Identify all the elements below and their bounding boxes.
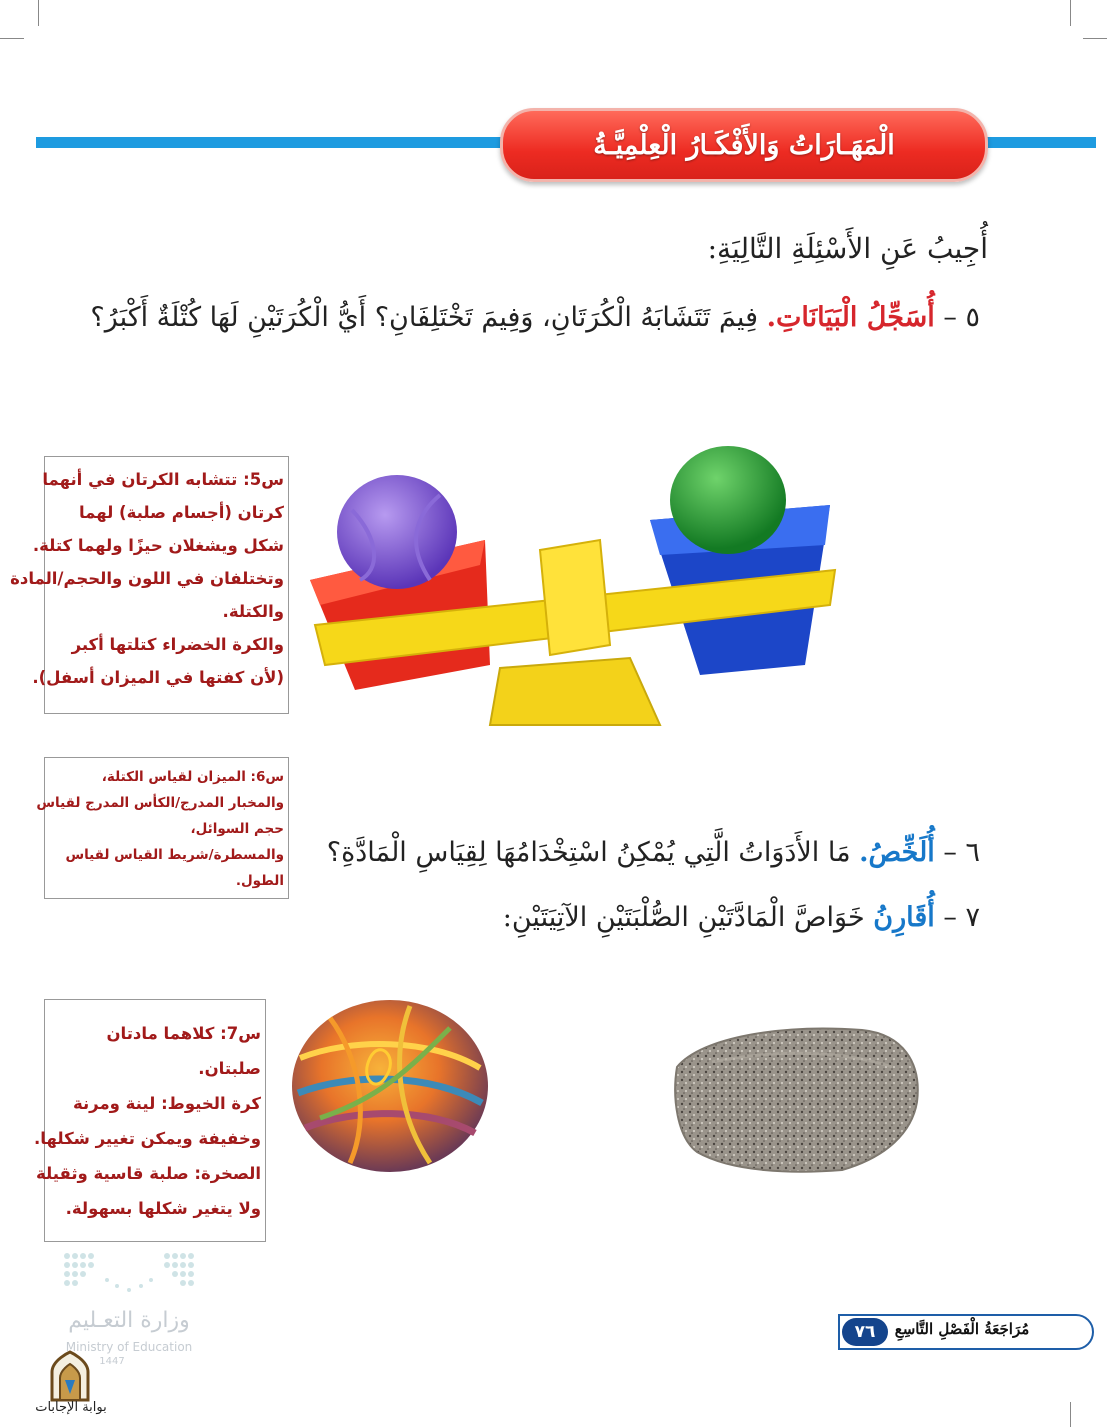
- answer-7-text: كلاهما مادتان: [106, 1024, 215, 1043]
- answer-line: الطول.: [235, 873, 284, 889]
- q5-number: ٥ –: [943, 302, 980, 333]
- question-7: [480, 902, 980, 933]
- crop-mark: [1070, 1402, 1071, 1427]
- mosque-logo-icon: [48, 1350, 92, 1402]
- q5-text: فِيمَ تَتَشَابَهُ الْكُرَتَانِ، وَفِيمَ تَخْتَلِفَانِ؟ أَيُّ الْكُرَتَيْنِ لَهَا كُتْلَةٌ أَكْبَرُ؟: [90, 302, 758, 333]
- site-watermark-text: بوابة الإجابات: [35, 1400, 107, 1415]
- answer-line: كرة الخيوط: لينة ومرنة: [72, 1094, 261, 1113]
- crop-mark: [38, 0, 39, 26]
- balance-scale-image: [300, 440, 845, 730]
- answer-line: وخفيفة ويمكن تغيير شكلها.: [34, 1129, 261, 1148]
- answer-line: والمخبار المدرج/الكأس المدرج لقياس: [36, 795, 284, 811]
- question-5: [90, 302, 980, 333]
- answer-line: والكتلة.: [222, 602, 284, 621]
- crop-mark: [1070, 0, 1071, 26]
- footer-chapter-title: مُرَاجَعَةُ الْفَصْلِ التَّاسِعِ: [894, 1320, 1030, 1338]
- crop-mark: [0, 38, 24, 39]
- answer-line: والمسطرة/شريط القياس لقياس: [65, 847, 284, 863]
- q7-text: خَوَاصَّ الْمَادَّتَيْنِ الصُّلْبَتَيْنِ الآتِيَتَيْنِ:: [502, 902, 865, 933]
- q5-keyword: أُسَجِّلُ الْبَيَانَاتِ.: [766, 302, 935, 333]
- page-number: ٧٦: [842, 1318, 888, 1346]
- answer-6-label: س6:: [250, 769, 284, 785]
- rock-image: [672, 1022, 924, 1176]
- answer-7-label: س7:: [220, 1024, 261, 1043]
- ministry-year: 1447: [99, 1356, 125, 1367]
- answer-line: شكل ويشغلان حيزًا ولهما كتلة.: [32, 536, 284, 555]
- answer-line: والكرة الخضراء كتلتها أكبر: [71, 635, 284, 654]
- answer-line: [42, 463, 284, 496]
- yarn-ball-image: [290, 998, 490, 1176]
- answer-7-box: [34, 999, 266, 1242]
- question-6: [326, 837, 980, 868]
- answer-line: صلبتان.: [198, 1059, 261, 1078]
- ministry-name-arabic: وزارة التعـليم: [68, 1308, 190, 1333]
- q7-keyword: أُقَارِنُ: [873, 902, 935, 933]
- answer-line: كرتان (أجسام صلبة) لهما: [78, 503, 284, 522]
- answer-line: الصخرة: صلبة قاسية وثقيلة: [35, 1164, 261, 1183]
- q6-text: مَا الأَدَوَاتُ الَّتِي يُمْكِنُ اسْتِخْدَامُهَا لِقِيَاسِ الْمَادَّةِ؟: [326, 837, 851, 868]
- section-banner: [500, 108, 988, 182]
- q6-keyword: أُلَخِّصُ.: [859, 837, 935, 868]
- crop-mark: [1083, 38, 1107, 39]
- section-title: الْمَهَـارَاتُ وَالأَفْكَـارُ الْعِلْمِيَّـةُ: [593, 129, 895, 161]
- ministry-logo-icon: [62, 1250, 196, 1298]
- answer-line: [49, 1016, 261, 1051]
- q7-number: ٧ –: [943, 902, 980, 933]
- answer-5-box: [10, 456, 289, 714]
- ministry-name-english: Ministry of Education: [65, 1340, 193, 1354]
- answer-line: (لأن كفتها في الميزان أسفل).: [32, 668, 284, 687]
- answer-6-box: [36, 757, 289, 899]
- answer-line: حجم السوائل،: [190, 821, 284, 837]
- answer-line: وتختلفان في اللون والحجم/المادة: [10, 569, 284, 588]
- answer-5-label: س5:: [243, 470, 284, 489]
- answer-5-text: تتشابه الكرتان في أنهما: [42, 470, 238, 489]
- answer-line: [49, 764, 284, 790]
- instruction-text: أُجِيبُ عَنِ الأَسْئِلَةِ التَّالِيَةِ:: [707, 232, 988, 265]
- answer-6-text: الميزان لقياس الكتلة،: [101, 769, 246, 785]
- q6-number: ٦ –: [943, 837, 980, 868]
- answer-line: ولا يتغير شكلها بسهولة.: [65, 1199, 261, 1218]
